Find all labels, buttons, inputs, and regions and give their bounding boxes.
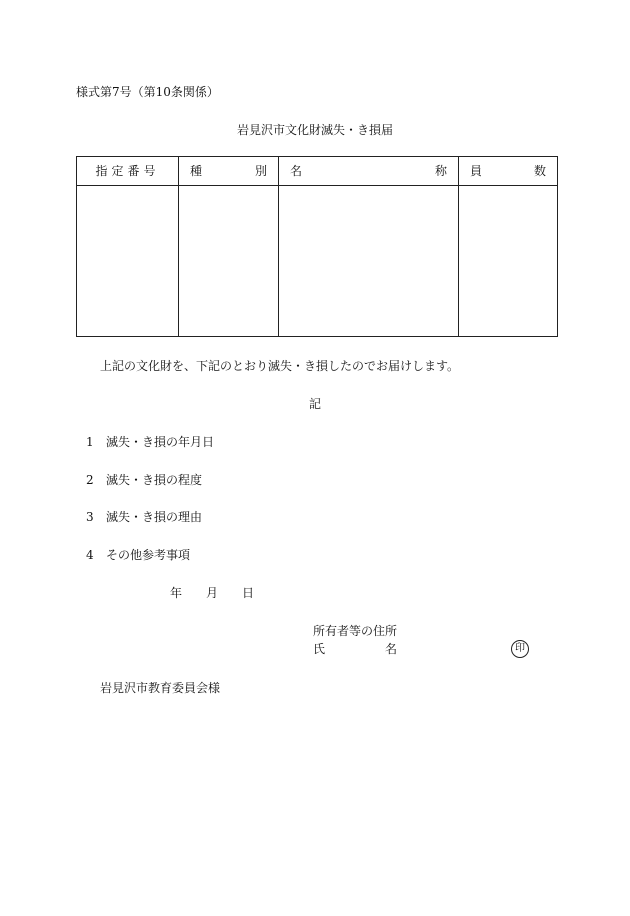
item-number: 4 xyxy=(86,548,94,562)
date-line xyxy=(170,587,254,599)
owner-address-label: 所有者等の住所 xyxy=(313,624,398,638)
owner-name-label-right: 名 xyxy=(385,642,398,656)
header-name: 名 称 xyxy=(279,157,459,186)
date-month-label: 月 xyxy=(206,586,219,600)
list-item xyxy=(86,436,214,448)
date-day-label: 日 xyxy=(242,586,255,600)
item-number: 1 xyxy=(86,435,94,449)
cell-designation-number[interactable] xyxy=(77,186,179,337)
table-header-row xyxy=(77,157,558,186)
item-text: 滅失・き損の年月日 xyxy=(106,435,215,449)
item-text: その他参考事項 xyxy=(106,548,191,562)
item-number: 3 xyxy=(86,510,94,524)
addressee: 岩見沢市教育委員会様 xyxy=(100,681,221,695)
seal-icon: 印 xyxy=(511,640,529,658)
header-designation-number: 指定番号 xyxy=(77,157,179,186)
item-number: 2 xyxy=(86,473,94,487)
cell-category[interactable] xyxy=(179,186,279,337)
list-item xyxy=(86,511,202,523)
item-text: 滅失・き損の程度 xyxy=(106,473,203,487)
list-item xyxy=(86,549,190,561)
cell-count[interactable] xyxy=(459,186,558,337)
header-category: 種 別 xyxy=(179,157,279,186)
date-year-label: 年 xyxy=(170,586,183,600)
owner-name-label-left: 氏 xyxy=(313,642,326,656)
header-count: 員 数 xyxy=(459,157,558,186)
document-title: 岩見沢市文化財滅失・き損届 xyxy=(236,123,393,137)
intro-text: 上記の文化財を、下記のとおり滅失・き損したのでお届けします。 xyxy=(100,359,460,373)
owner-name-label xyxy=(313,643,397,655)
ki-label: 記 xyxy=(308,397,321,411)
list-item xyxy=(86,474,202,486)
cultural-property-table xyxy=(76,156,558,337)
item-text: 滅失・き損の理由 xyxy=(106,510,203,524)
cell-name[interactable] xyxy=(279,186,459,337)
form-number: 様式第7号（第10条関係） xyxy=(76,85,219,99)
table-row xyxy=(77,186,558,337)
